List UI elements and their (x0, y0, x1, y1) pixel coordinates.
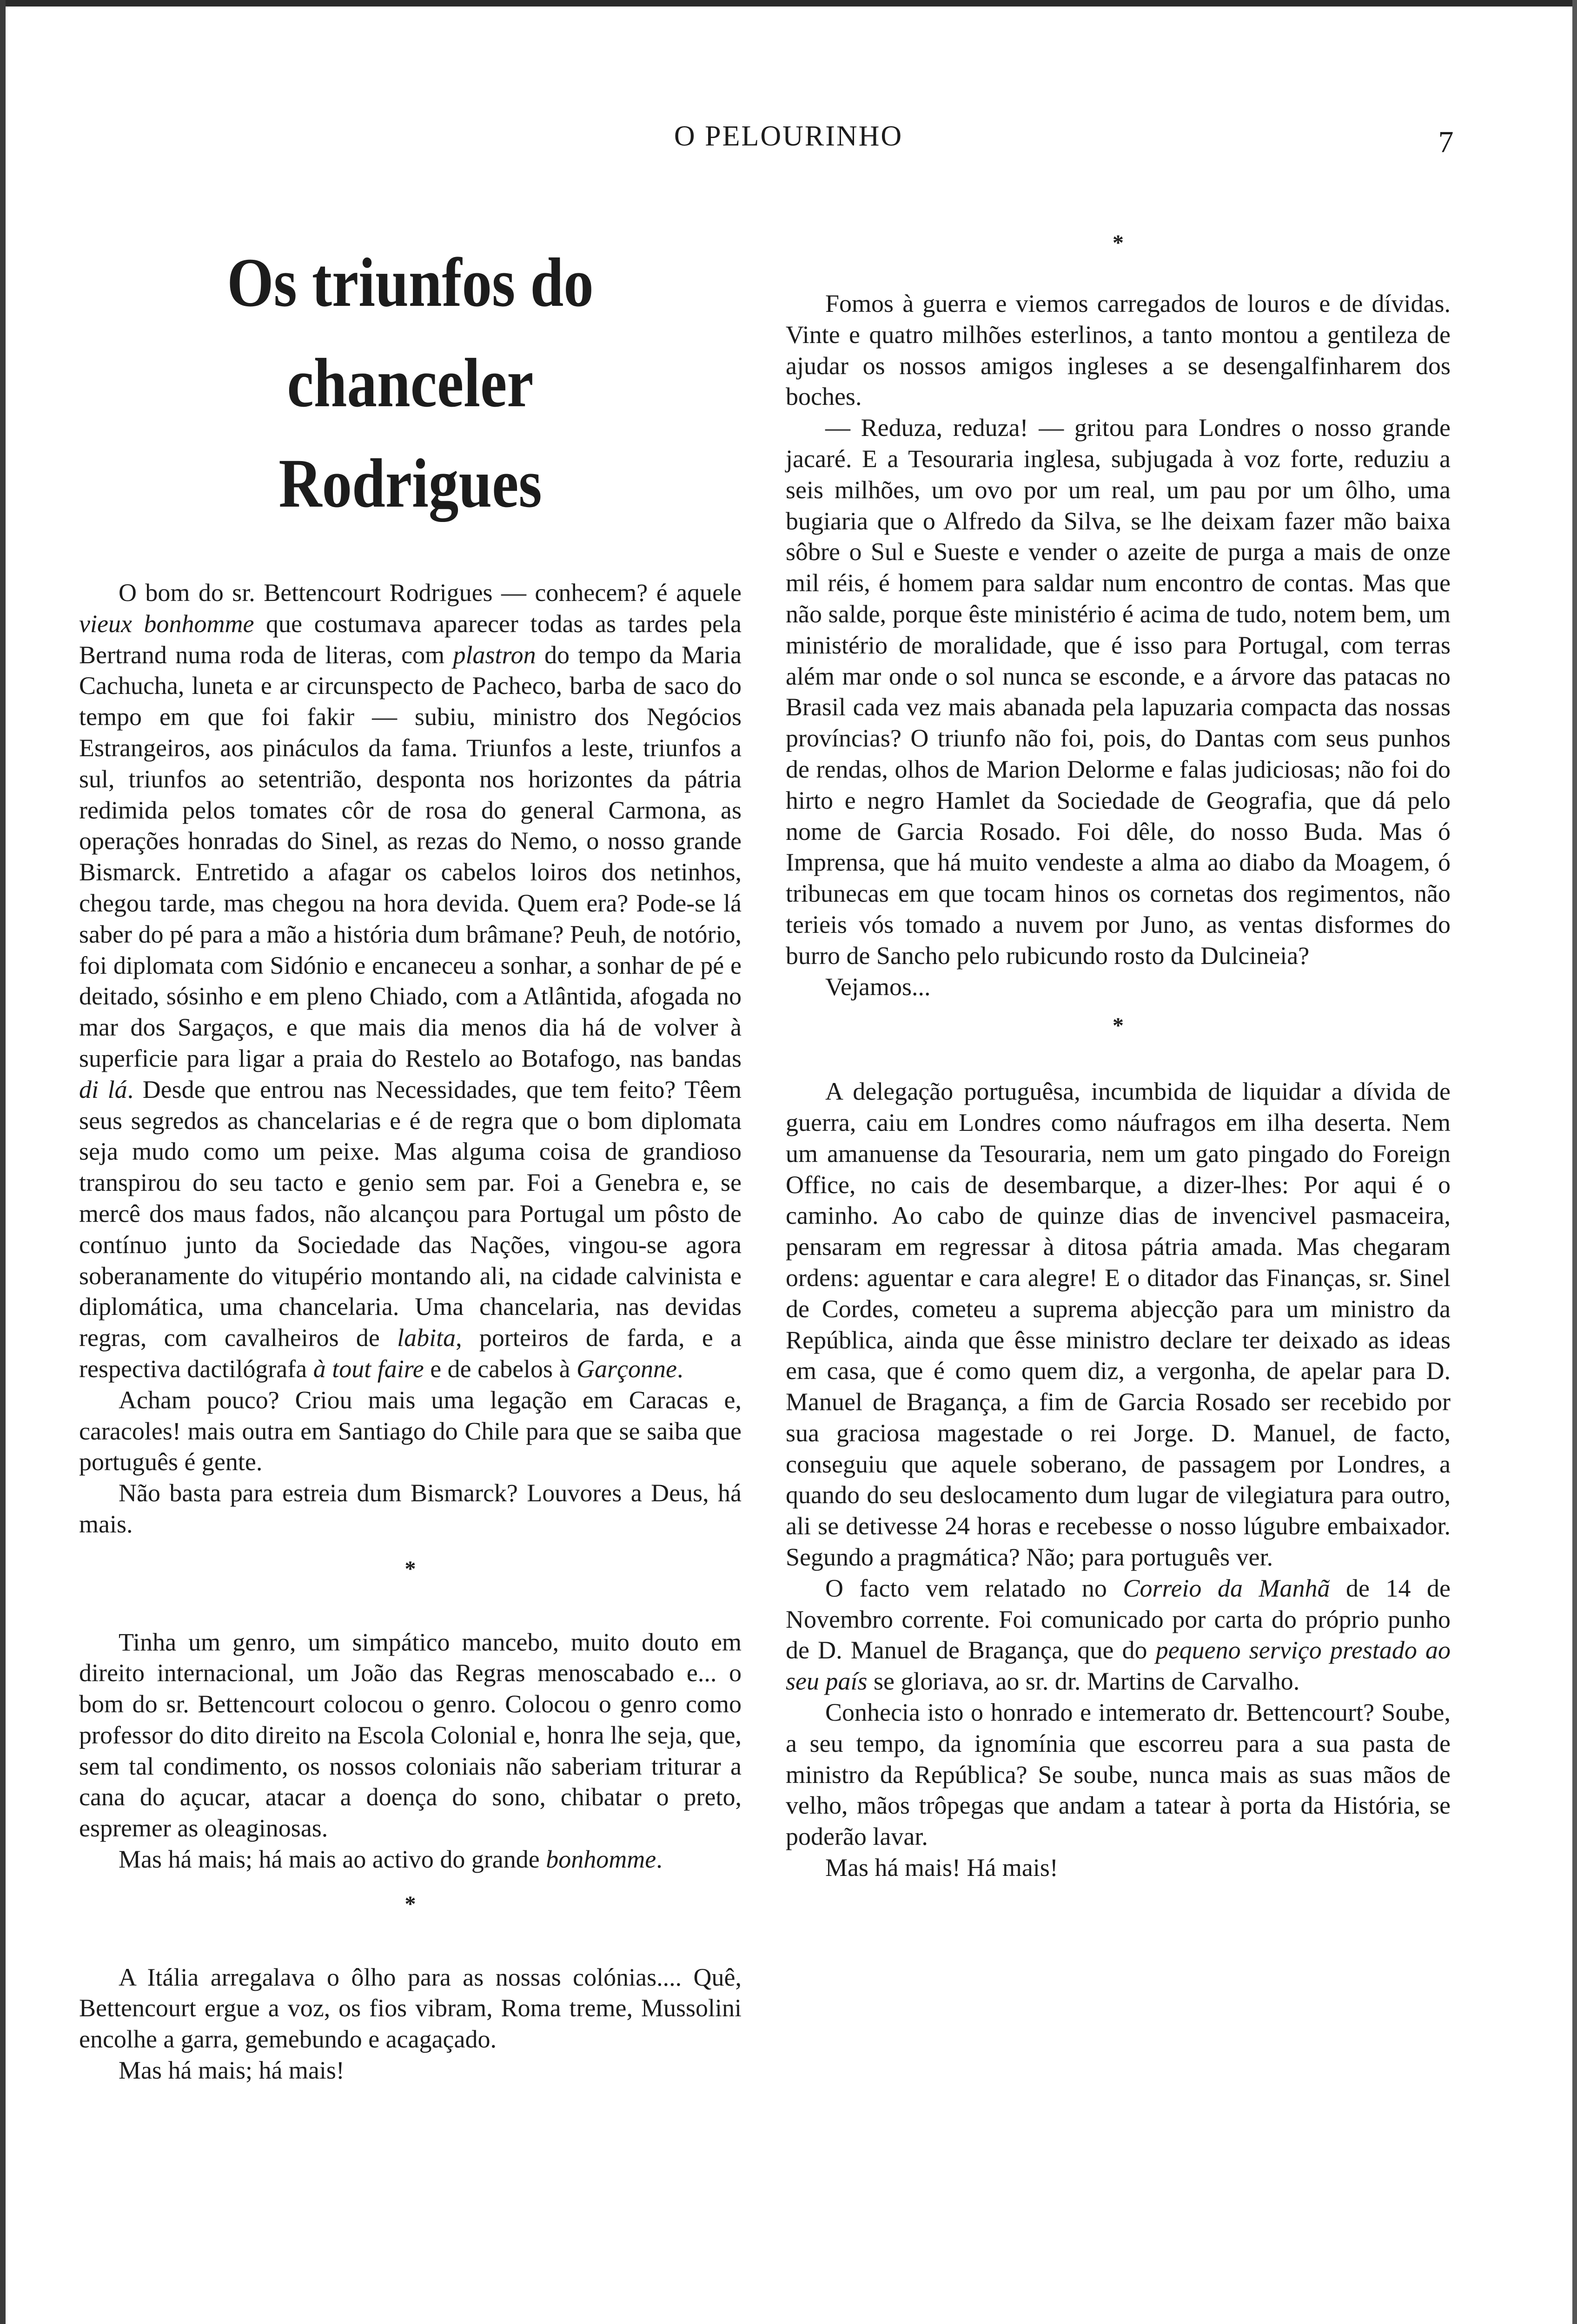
title-line-1: Os triunfos do chanceler (227, 244, 594, 422)
section-separator: * (1113, 231, 1124, 255)
text-run: de 14 de Novembro corrente. Foi comunicado por carta do próprio punho de D. Manuel de Bragança, que do (786, 1574, 1451, 1664)
running-head: O PELOURINHO (674, 120, 903, 152)
paragraph: Tinha um genro, um simpático mancebo, muito douto em direito internacional, um João das Regras menoscabado e... o bom do sr. Bettencourt colocou o genro. Colocou o genro como professor do dito direito na Escola Colonial e, honra lhe seja, que, sem tal condimento, os nossos coloniais não saberiam triturar a cana do açucar, atacar a doença do sono, chibatar o preto, espremer as oleaginosas. (79, 1628, 742, 1842)
section-separator: * (1113, 1013, 1124, 1038)
left-column (79, 205, 742, 2086)
text-run: e de cabelos à (424, 1354, 577, 1383)
italic-run: di lá (79, 1075, 127, 1103)
paragraph: A delegação portuguêsa, incumbida de liquidar a dívida de guerra, caiu em Londres como náufragos em ilha deserta. Nem um amanuense da Tesouraria, nem um gato pingado do Foreign Office, no cais de desembarque, a dizer-lhes: Por aqui é o caminho. Ao cabo de quinze dias de invencivel pasmaceira, pensaram em regressar à ditosa pátria amada. Mas chegaram ordens: aguentar e cara alegre! E o ditador das Finanças, sr. Sinel de Cordes, cometeu a suprema abjecção para um ministro da República, ainda que êsse ministro declare ter deixado as ideas em casa, que é como quem diz, a vergonha, de apelar para D. Manuel de Bragança, a fim de Garcia Rosado ser recebido por sua graciosa magestade o rei Jorge. D. Manuel, de facto, conseguiu que aquele soberano, de passagem por Londres, a quando do seu deslocamento dum lugar de vilegiatura para outro, ali se detivesse 24 horas e recebesse o nosso lúgubre embaixador. Segundo a pragmática? Não; para português ver. (786, 1077, 1451, 1571)
paragraph: A Itália arregalava o ôlho para as nossas colónias.... Quê, Bettencourt ergue a voz, os fios vibram, Roma treme, Mussolini encolhe a garra, gemebundo e acagaçado. (79, 1963, 742, 2053)
italic-run: labita (397, 1324, 456, 1352)
text-run: , porteiros de farda, e a respectiva dactilógrafa (79, 1324, 742, 1383)
text-run: Mas há mais; há mais ao activo do grande (119, 1845, 546, 1874)
text-run: . Desde que entrou nas Necessidades, que tem feito? Têem seus segredos as chancelarias e é de regra que o bom diplomata seja mudo como um peixe. Mas alguma coisa de grandioso transpirou do seu tacto e genio sem par. Foi a Genebra e, se mercê dos maus fados, não alcançou para Portugal um pôsto de contínuo junto da Sociedade das Nações, vingou-se agora soberanamente do vitupério montando ali, na cidade calvinista e diplomática, uma chancelaria. Uma chancelaria, nas devidas regras, com cavalheiros de (79, 1075, 742, 1352)
italic-run: pequeno serviço prestado ao seu país (786, 1636, 1451, 1696)
italic-run: Garçonne (576, 1354, 677, 1383)
italic-run: à tout faire (313, 1354, 424, 1383)
paragraph: Vejamos... (825, 972, 931, 1001)
paragraph: Não basta para estreia dum Bismarck? Louvores a Deus, há mais. (79, 1479, 742, 1538)
paragraph: — Reduza, reduza! — gritou para Londres o nosso grande jacaré. E a Tesouraria inglesa, subjugada à voz forte, reduziu a seis milhões, um ovo por um real, um pau por um ôlho, uma bugiaria que o Alfredo da Silva, se lhe deixam fazer mão baixa sôbre o Sul e Sueste e vender o azeite de purga a mais de onze mil réis, é homem para saldar num encontro de contas. Mas que não salde, porque êste ministério é acima de tudo, notem bem, um ministério de moralidade, que é isso para Portugal, com terras além mar onde o sol nunca se esconde, e a árvore das patacas no Brasil cada vez mais abanada pela lapuzaria compacta das nossas províncias? O triunfo não foi, pois, do Dantas com seus punhos de rendas, olhos de Marion Delorme e falas judiciosas; não foi do hirto e negro Hamlet da Sociedade de Geografia, que dá pelo nome de Garcia Rosado. Foi dêle, do nosso Buda. Mas ó Imprensa, que há muito vendeste a alma ao diabo da Moagem, ó tribunecas em que tocam hinos os cornetas dos regimentos, não terieis vós tomado a nuvem por Juno, as ventas disformes do burro de Sancho pelo rubicundo rosto da Dulcineia? (786, 414, 1451, 970)
paragraph: Fomos à guerra e viemos carregados de louros e de dívidas. Vinte e quatro milhões esterlinos, a tanto montou a gentileza de ajudar os nossos amigos ingleses a se desengalfinharem dos boches. (786, 290, 1451, 411)
paragraph (79, 1844, 742, 1875)
right-column (786, 231, 1451, 1883)
italic-run: Correio da Manhã (1123, 1574, 1330, 1602)
text-run: . (677, 1354, 683, 1383)
section-separator: * (404, 1556, 416, 1581)
section-separator: * (404, 1891, 416, 1916)
paragraph (786, 1573, 1451, 1697)
italic-run: bonhomme (546, 1845, 656, 1874)
italic-run: plastron (453, 640, 536, 669)
page-number: 7 (1438, 125, 1454, 159)
text-run: O facto vem relatado no (825, 1574, 1123, 1602)
scan-right-edge (1572, 0, 1577, 2324)
text-run: do tempo da Maria Cachucha, luneta e ar circunspecto de Pacheco, barba de saco do tempo em que foi fakir — subiu, ministro dos Negócios Estrangeiros, aos pináculos da fama. Triunfos a leste, triunfos a sul, triunfos ao setentrião, desponta nos horizontes da pátria redimida pelos tomates côr de rosa do general Carmona, as operações honradas do Sinel, as rezas do Nemo, o nosso grande Bismarck. Entretido a afagar os cabelos loiros dos netinhos, chegou tarde, mas chegou na hora devida. Quem era? Pode-se lá saber do pé para a mão a história dum brâmane? Peuh, de notório, foi diplomata com Sidónio e encaneceu a sonhar, a sonhar de pé e deitado, sósinho e em pleno Chiado, com a Atlântida, afogada no mar dos Sargaços, e que mais dia menos dia há de volver à superficie para ligar a praia do Restelo ao Botafogo, nas bandas (79, 640, 742, 1072)
paragraph: Mas há mais! Há mais! (825, 1854, 1058, 1882)
paragraph: Acham pouco? Criou mais uma legação em Caracas e, caracoles! mais outra em Santiago do Chile para que se saiba que português é gente. (79, 1386, 742, 1476)
paragraph (79, 577, 742, 1385)
text-run: . (656, 1845, 663, 1874)
article-title (126, 232, 696, 534)
title-line-2: Rodrigues (278, 445, 542, 522)
text-run: O bom do sr. Bettencourt Rodrigues — conhecem? é aquele (119, 579, 742, 607)
text-run: se gloriava, ao sr. dr. Martins de Carvalho. (867, 1667, 1300, 1696)
paragraph: Mas há mais; há mais! (119, 2056, 345, 2085)
scan-left-edge (0, 0, 6, 2324)
scan-top-edge (0, 0, 1577, 7)
paragraph: Conhecia isto o honrado e intemerato dr. Bettencourt? Soube, a seu tempo, da ignomínia que escorreu para a sua pasta de ministro da República? Se soube, nunca mais as suas mãos de velho, mãos trôpegas que andam a tatear à porta da História, se poderão lavar. (786, 1698, 1451, 1851)
text-run: que costumava aparecer todas as tardes pela Bertrand numa roda de literas, com (79, 609, 742, 669)
italic-run: vieux bonhomme (79, 609, 254, 638)
